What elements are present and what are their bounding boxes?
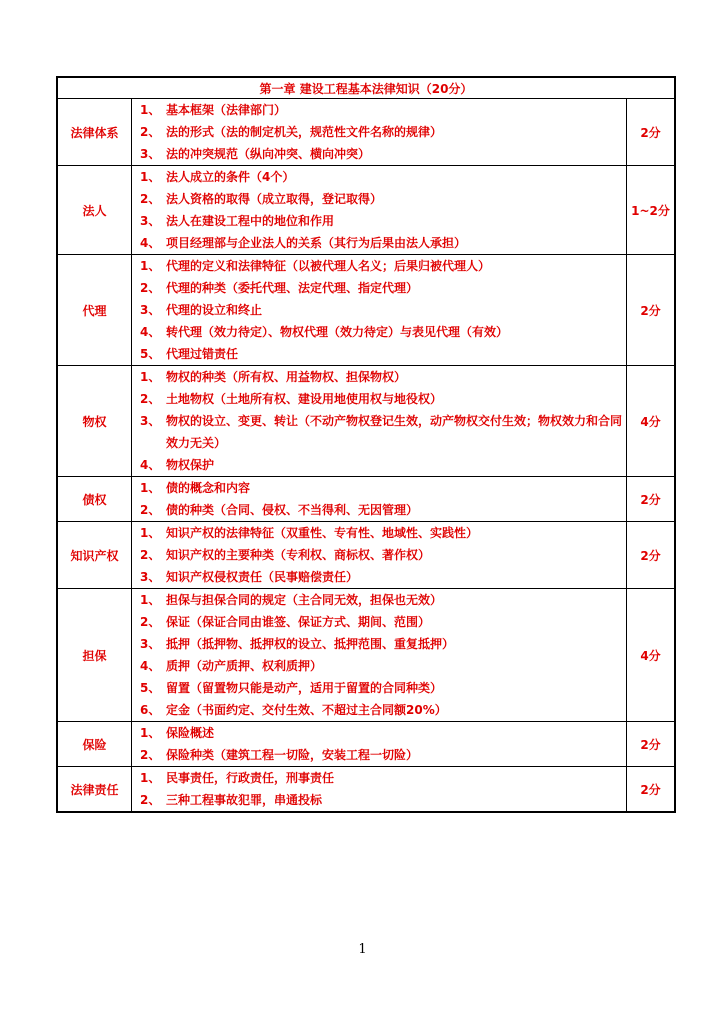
list-item [132,677,626,699]
list-item [132,655,626,677]
section-row [58,589,675,722]
item-number: 2、 [140,748,161,762]
section-row [58,366,675,477]
item-number: 2、 [140,392,161,406]
item-text: 定金（书面约定、交付生效、不超过主合同额20%） [166,703,447,717]
item-text: 法的形式（法的制定机关，规范性文件名称的规律） [166,125,443,139]
item-number: 2、 [140,615,161,629]
item-number: 4、 [140,458,161,472]
item-text: 代理的定义和法律特征（以被代理人名义；后果归被代理人） [166,259,491,273]
item-number: 2、 [140,281,161,295]
item-number: 5、 [140,681,161,695]
section-items [132,166,627,255]
item-text: 转代理（效力待定）、物权代理（效力待定）与表见代理（有效） [166,325,509,339]
item-number: 2、 [140,548,161,562]
item-number: 4、 [140,659,161,673]
section-items [132,366,627,477]
item-text: 留置（留置物只能是动产，适用于留置的合同种类） [166,681,443,695]
section-score: 2分 [627,477,675,522]
list-item [132,388,626,410]
list-item [132,277,626,299]
section-items [132,767,627,812]
item-number: 2、 [140,793,161,807]
list-item [132,699,626,721]
item-number: 3、 [140,214,161,228]
list-item [132,188,626,210]
section-name: 法律责任 [58,767,132,812]
item-text: 基本框架（法律部门） [166,103,287,117]
item-number: 3、 [140,414,161,428]
item-number: 2、 [140,192,161,206]
section-name: 法律体系 [58,99,132,166]
item-number: 1、 [140,370,161,384]
section-score: 2分 [627,722,675,767]
item-number: 2、 [140,503,161,517]
section-items [132,522,627,589]
section-name: 代理 [58,255,132,366]
list-item [132,166,626,188]
item-text: 知识产权的主要种类（专利权、商标权、著作权） [166,548,431,562]
item-number: 5、 [140,347,161,361]
section-score: 4分 [627,366,675,477]
page-number: 1 [358,942,367,957]
list-item [132,477,626,499]
item-text: 保险种类（建筑工程一切险，安装工程一切险） [166,748,419,762]
section-row [58,522,675,589]
list-item [132,499,626,521]
list-item [132,99,626,121]
item-number: 1、 [140,771,161,785]
item-text: 法人在建设工程中的地位和作用 [166,214,335,228]
list-item [132,589,626,611]
item-text: 保证（保证合同由谁签、保证方式、期间、范围） [166,615,431,629]
section-row [58,722,675,767]
section-name: 保险 [58,722,132,767]
list-item [132,767,626,789]
list-item [132,343,626,365]
list-item [132,321,626,343]
item-text: 代理过错责任 [166,347,239,361]
section-row [58,255,675,366]
list-item [132,121,626,143]
section-items [132,589,627,722]
section-score: 1~2分 [627,166,675,255]
item-number: 1、 [140,103,161,117]
list-item [132,633,626,655]
table-body [58,78,675,812]
section-name: 物权 [58,366,132,477]
item-text: 抵押（抵押物、抵押权的设立、抵押范围、重复抵押） [166,637,455,651]
list-item [132,410,626,454]
item-text: 民事责任，行政责任，刑事责任 [166,771,335,785]
item-number: 1、 [140,481,161,495]
list-item [132,366,626,388]
item-text: 法的冲突规范（纵向冲突、横向冲突） [166,147,371,161]
item-number: 2、 [140,125,161,139]
item-text: 债的种类（合同、侵权、不当得利、无因管理） [166,503,419,517]
item-text: 知识产权的法律特征（双重性、专有性、地域性、实践性） [166,526,479,540]
item-number: 3、 [140,147,161,161]
item-text: 法人资格的取得（成立取得，登记取得） [166,192,383,206]
list-item [132,143,626,165]
item-number: 3、 [140,570,161,584]
list-item [132,722,626,744]
section-row [58,767,675,812]
section-row [58,99,675,166]
list-item [132,744,626,766]
title-row [58,78,675,99]
item-number: 1、 [140,593,161,607]
section-score: 2分 [627,99,675,166]
list-item [132,566,626,588]
section-name: 知识产权 [58,522,132,589]
list-item [132,210,626,232]
item-text: 物权的设立、变更、转让（不动产物权登记生效，动产物权交付生效；物权效力和合同效力无关） [166,414,623,450]
item-text: 代理的种类（委托代理、法定代理、指定代理） [166,281,419,295]
list-item [132,299,626,321]
list-item [132,522,626,544]
chapter-title: 第一章 建设工程基本法律知识（20分） [58,78,675,99]
item-text: 物权的种类（所有权、用益物权、担保物权） [166,370,407,384]
section-items [132,722,627,767]
chapter-table [56,76,676,813]
section-score: 2分 [627,255,675,366]
section-name: 担保 [58,589,132,722]
item-text: 物权保护 [166,458,215,472]
item-text: 法人成立的条件（4个） [166,170,295,184]
section-items [132,99,627,166]
item-text: 项目经理部与企业法人的关系（其行为后果由法人承担） [166,236,467,250]
section-score: 2分 [627,767,675,812]
item-number: 3、 [140,303,161,317]
item-text: 担保与担保合同的规定（主合同无效，担保也无效） [166,593,443,607]
section-items [132,477,627,522]
item-number: 4、 [140,325,161,339]
item-number: 6、 [140,703,161,717]
list-item [132,232,626,254]
item-number: 3、 [140,637,161,651]
item-number: 4、 [140,236,161,250]
item-text: 债的概念和内容 [166,481,251,495]
item-text: 质押（动产质押、权利质押） [166,659,323,673]
section-name: 法人 [58,166,132,255]
section-row [58,477,675,522]
section-items [132,255,627,366]
item-text: 三种工程事故犯罪，串通投标 [166,793,323,807]
list-item [132,611,626,633]
list-item [132,454,626,476]
item-number: 1、 [140,526,161,540]
section-score: 2分 [627,522,675,589]
item-number: 1、 [140,170,161,184]
item-text: 保险概述 [166,726,215,740]
item-number: 1、 [140,259,161,273]
item-text: 土地物权（土地所有权、建设用地使用权与地役权） [166,392,443,406]
section-row [58,166,675,255]
list-item [132,789,626,811]
section-score: 4分 [627,589,675,722]
list-item [132,544,626,566]
item-text: 知识产权侵权责任（民事赔偿责任） [166,570,359,584]
section-name: 债权 [58,477,132,522]
item-number: 1、 [140,726,161,740]
list-item [132,255,626,277]
item-text: 代理的设立和终止 [166,303,263,317]
